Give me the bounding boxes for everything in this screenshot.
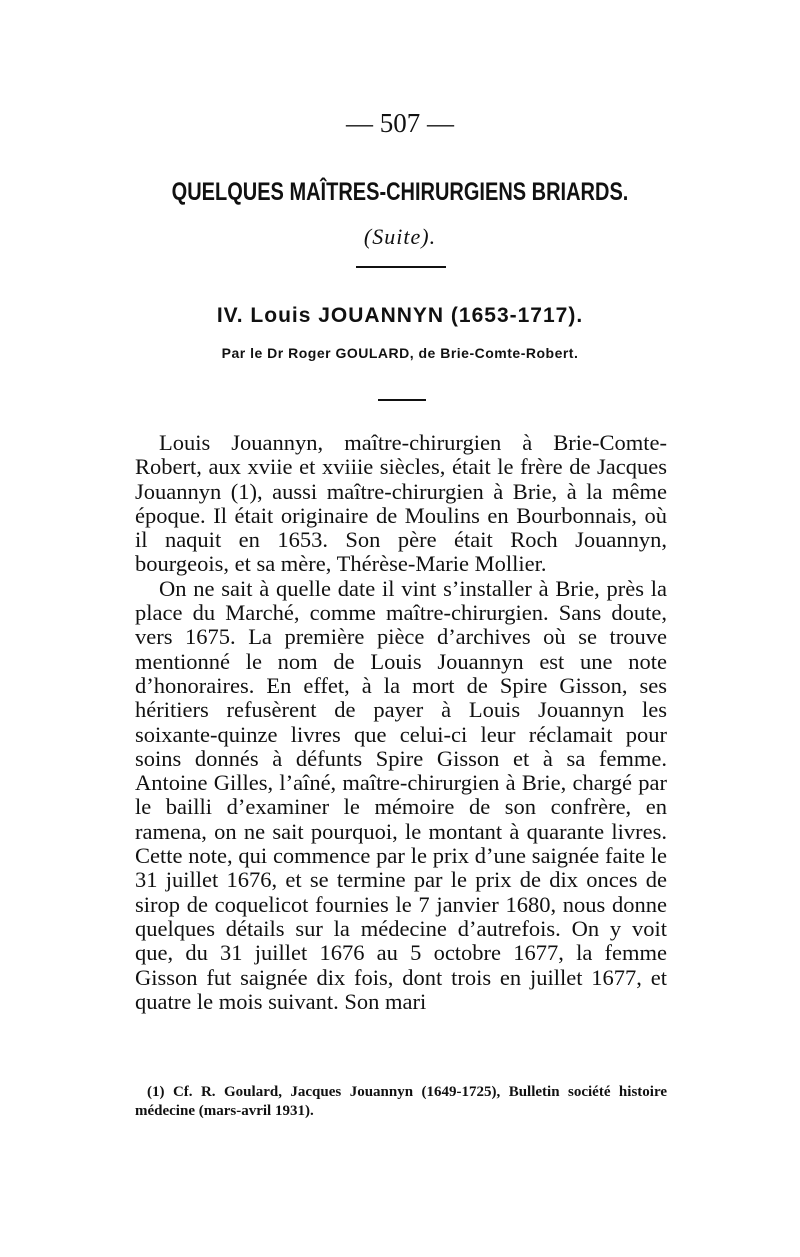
byline-divider xyxy=(378,399,426,401)
article-subtitle: (Suite). xyxy=(363,224,437,249)
body-paragraph-1: Louis Jouannyn, maître-chirurgien à Brie-Comte-Robert, aux xviie et xviiie siècles, était le frère de Jacques Jouannyn (1), aussi maître-chirurgien à Brie, à la même époque. Il était originaire de Moulins en Bourbonnais, où il naquit en 1653. Son père était Roch Jouannyn, bourgeois, et sa mère, Thérèse-Marie Mollier. xyxy=(135,430,667,577)
footnote-text: (1) Cf. R. Goulard, Jacques Jouannyn (1649-1725), Bulletin société histoire médecine (mars-avril 1931). xyxy=(135,1084,667,1119)
section-heading: IV. Louis JOUANNYN (1653-1717). xyxy=(216,304,584,327)
body-text xyxy=(135,431,667,1014)
body-paragraph-2: On ne sait à quelle date il vint s’installer à Brie, près la place du Marché, comme maître-chirurgien. Sans doute, vers 1675. La première pièce d’archives où se trouve mentionné le nom de Louis Jouannyn est une note d’honoraires. En effet, à la mort de Spire Gisson, ses héritiers refusèrent de payer à Louis Jouannyn les soixante-quinze livres que celui-ci leur réclamait pour soins donnés à défunts Spire Gisson et à sa femme. Antoine Gilles, l’aîné, maître-chirurgien à Brie, chargé par le bailli d’examiner le mémoire de son confrère, en ramena, on ne sait pourquoi, le montant à quarante livres. Cette note, qui commence par le prix d’une saignée faite le 31 juillet 1676, et se termine par le prix de dix onces de sirop de coquelicot fournies le 7 janvier 1680, nous donne quelques détails sur la médecine d’autrefois. On y voit que, du 31 juillet 1676 au 5 octobre 1677, la femme Gisson fut saignée dix fois, dont trois en juillet 1677, et quatre le mois suivant. Son mari xyxy=(135,575,667,1014)
author-byline: Par le Dr Roger GOULARD, de Brie-Comte-Robert. xyxy=(221,345,579,361)
article-title: QUELQUES MAÎTRES-CHIRURGIENS BRIARDS. xyxy=(171,178,629,206)
page-number: — 507 — xyxy=(346,108,454,138)
footnote xyxy=(135,1083,667,1121)
title-divider xyxy=(356,266,446,268)
